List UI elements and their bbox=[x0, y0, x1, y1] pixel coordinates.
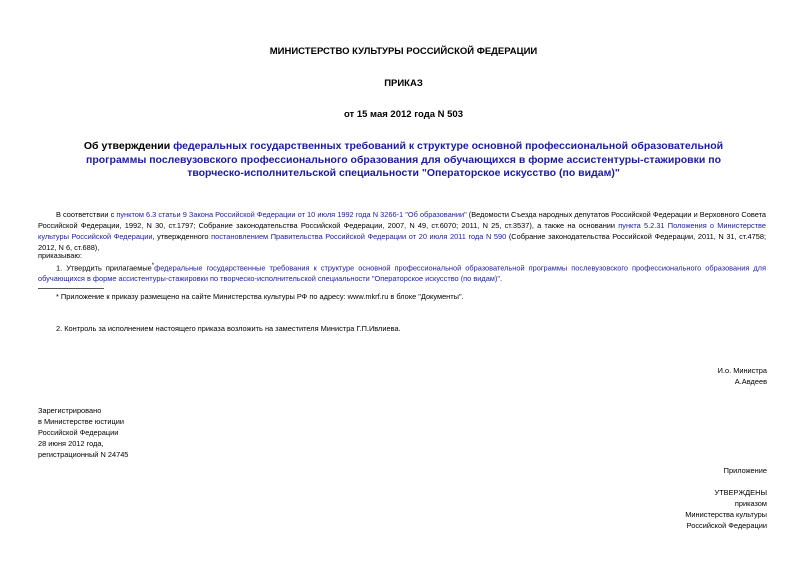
date-number-heading: от 15 мая 2012 года N 503 bbox=[343, 109, 464, 120]
registration-line-5: регистрационный N 24745 bbox=[38, 450, 129, 459]
order-word: приказываю: bbox=[38, 251, 82, 260]
item-1-text: 1. Утвердить прилагаемые bbox=[56, 263, 152, 273]
document-title bbox=[60, 140, 747, 181]
ministry-heading: МИНИСТЕРСТВО КУЛЬТУРЫ РОССИЙСКОЙ ФЕДЕРАЦИИ bbox=[269, 46, 538, 57]
preamble-text-4: (Собрание законодательства Российской Федерации, 2011, N 31, ст.4758; 2012, N 6, ст.688), bbox=[38, 232, 766, 252]
registration-line-4: 28 июня 2012 года, bbox=[38, 439, 104, 448]
preamble-link-regulation[interactable]: пункта 5.2.31 Положения о Министерстве культуры Российской Федерации bbox=[38, 221, 766, 241]
appendix-label: Приложение bbox=[723, 466, 767, 475]
approval-line-1: приказом bbox=[734, 499, 767, 508]
approval-line-2: Министерства культуры bbox=[685, 510, 767, 519]
item-1-end: . bbox=[499, 274, 503, 284]
footnote-text: * Приложение к приказу размещено на сайте Министерства культуры РФ по адресу: www.mkrf.ru в блоке "Документы". bbox=[56, 292, 464, 301]
title-prefix: Об утверждении bbox=[83, 140, 174, 152]
preamble-link-law[interactable]: пунктом 6.3 статьи 9 Закона Российской Федерации от 10 июля 1992 года N 3266-1 "Об образовании" bbox=[116, 210, 467, 219]
footnote-marker[interactable]: * bbox=[151, 263, 155, 269]
signature-block bbox=[718, 365, 767, 387]
approval-line-3: Российской Федерации bbox=[686, 521, 767, 530]
item-1-paragraph bbox=[38, 261, 766, 284]
registration-block bbox=[38, 405, 128, 460]
registration-line-1: Зарегистрировано bbox=[38, 406, 102, 415]
registration-line-3: Российской Федерации bbox=[38, 428, 119, 437]
approval-block bbox=[685, 487, 767, 531]
preamble-text-1: В соответствии с bbox=[56, 210, 117, 219]
footnote-divider bbox=[38, 288, 104, 289]
preamble-link-decree[interactable]: постановлением Правительства Российской Федерации от 20 июля 2011 года N 590 bbox=[211, 232, 507, 241]
approved-word: УТВЕРЖДЕНЫ bbox=[714, 488, 767, 497]
preamble-text-2: (Ведомости Съезда народных депутатов Российской Федерации и Верховного Совета Российской Федерации, 1992, N 30, ст.1797; Собрание законодательства Российской Федерации, 2007, N 49, ст.6070; 2011, N 25, ст.3537), а также на основании bbox=[38, 210, 767, 230]
item-1-link[interactable]: федеральные государственные требования к структуре основной профессиональной образовательной программы послевузовского профессионального образования для обучающихся в форме ассистентуры-стажировки по творческо-исполнительской специальности "Операторское искусство (по видам)" bbox=[38, 263, 766, 284]
title-link[interactable]: федеральных государственных требований к структуре основной профессиональной образовательной программы послевузовского профессионального образования для обучающихся в форме ассистентуры-стажировки по творческо-исполнительской специальности "Операторское искусство (по видам)" bbox=[86, 140, 724, 179]
preamble-text-3: , утвержденного bbox=[152, 232, 212, 241]
registration-line-2: в Министерстве юстиции bbox=[38, 417, 125, 426]
doc-type-heading: ПРИКАЗ bbox=[384, 78, 423, 89]
preamble-paragraph bbox=[38, 209, 766, 253]
signature-name: А.Авдеев bbox=[734, 377, 767, 386]
signature-position: И.о. Министра bbox=[717, 366, 767, 375]
item-2-paragraph: 2. Контроль за исполнением настоящего приказа возложить на заместителя Министра Г.П.Ивлиева. bbox=[56, 324, 401, 333]
